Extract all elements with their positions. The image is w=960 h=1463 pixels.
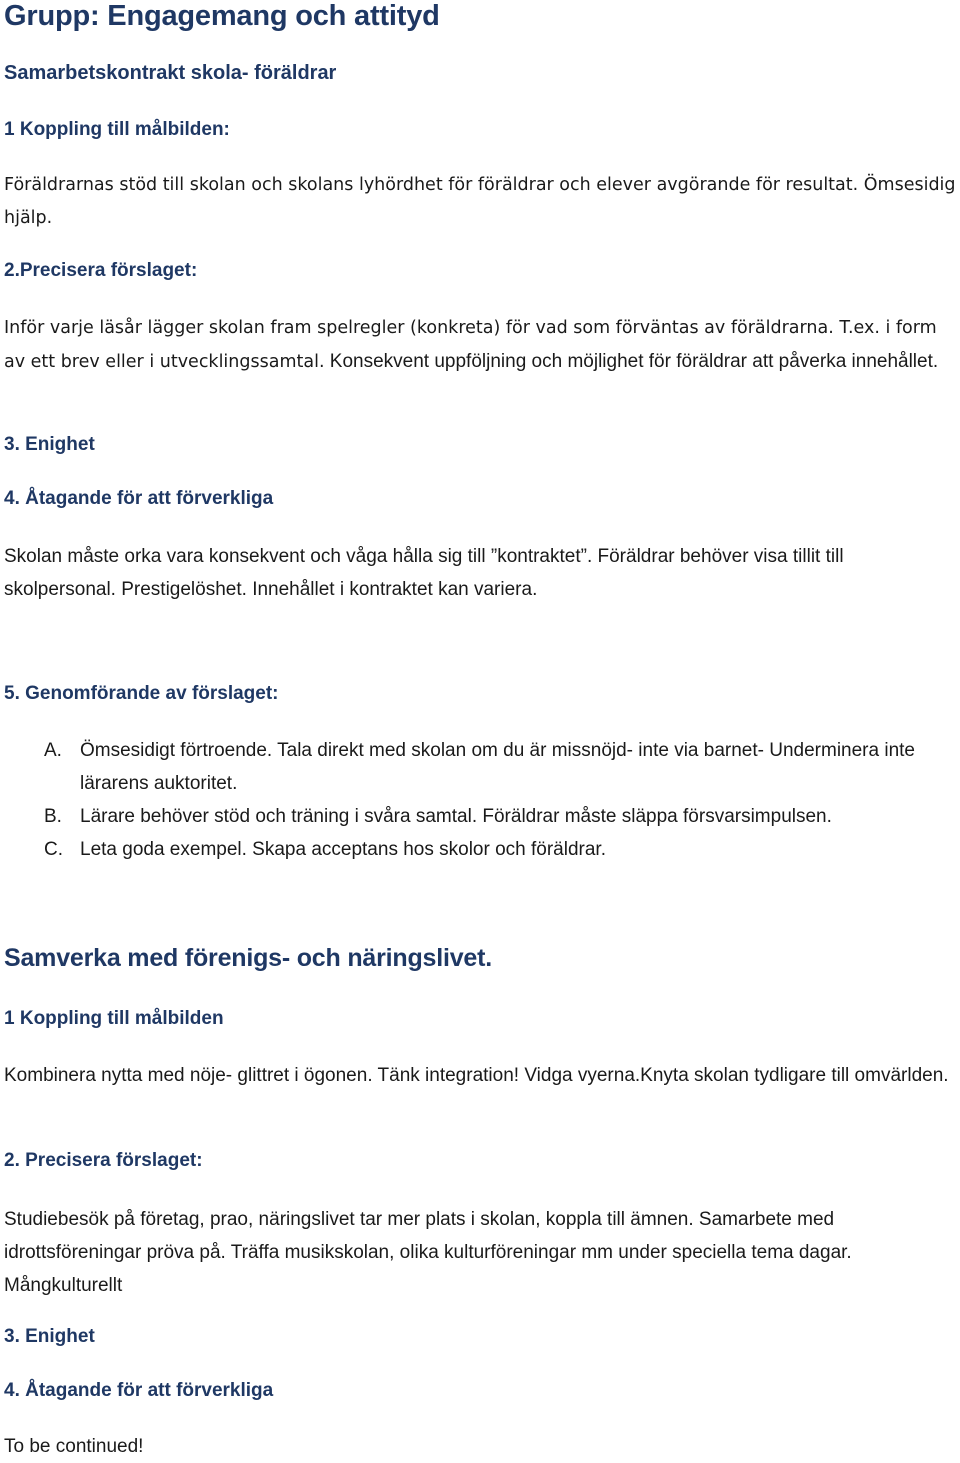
page-title: Grupp: Engagemang och attityd <box>4 0 440 32</box>
paragraph-atagande: Skolan måste orka vara konsekvent och våga hålla sig till ”kontraktet”. Föräldrar behöver visa tillit till skolpersonal. Prestigelöshet. Innehållet i kontraktet kan variera. <box>4 546 844 600</box>
list-item <box>44 734 924 800</box>
paragraph-precisera-2: Studiebesök på företag, prao, näringslivet tar mer plats i skolan, koppla till ämnen. Samarbete med idrottsföreningar pröva på. Träffa musikskolan, olika kulturföreningar mm under speciella tema dagar. Mångkulturellt <box>4 1209 852 1296</box>
implementation-list <box>44 734 924 866</box>
list-item-text: Ömsesidigt förtroende. Tala direkt med skolan om du är missnöjd- inte via barnet- Underminera inte lärarens auktoritet. <box>80 740 915 794</box>
heading-precisera-2: 2. Precisera förslaget: <box>4 1150 203 1171</box>
paragraph-koppling-2: Kombinera nytta med nöje- glittret i ögonen. Tänk integration! Vidga vyerna.Knyta skolan tydligare till omvärlden. <box>4 1065 949 1086</box>
list-marker: C. <box>44 839 63 860</box>
paragraph-koppling: Föräldrarnas stöd till skolan och skolans lyhördhet för föräldrar och elever avgörande för resultat. Ömsesidig hjälp. <box>4 175 956 228</box>
heading-enighet-2: 3. Enighet <box>4 1326 95 1347</box>
heading-precisera: 2.Precisera förslaget: <box>4 260 198 281</box>
list-item-text: Leta goda exempel. Skapa acceptans hos skolor och föräldrar. <box>80 839 606 860</box>
list-marker: A. <box>44 740 62 761</box>
heading-koppling-2: 1 Koppling till målbilden <box>4 1008 224 1029</box>
paragraph-precisera <box>4 311 956 379</box>
paragraph-continued: To be continued! <box>4 1436 144 1457</box>
heading-koppling: 1 Koppling till målbilden: <box>4 119 230 140</box>
paragraph-precisera-part-b: Konsekvent uppföljning och möjlighet för föräldrar att påverka innehållet. <box>324 351 939 372</box>
heading-genomforande: 5. Genomförande av förslaget: <box>4 683 279 704</box>
section-subtitle: Samarbetskontrakt skola- föräldrar <box>4 62 337 84</box>
list-item <box>44 800 924 833</box>
heading-enighet: 3. Enighet <box>4 434 95 455</box>
section-title-samverka: Samverka med förenigs- och näringslivet. <box>4 944 492 972</box>
heading-atagande: 4. Åtagande för att förverkliga <box>4 488 274 509</box>
list-item <box>44 833 924 866</box>
list-item-text: Lärare behöver stöd och träning i svåra samtal. Föräldrar måste släppa försvarsimpulsen. <box>80 806 832 827</box>
heading-atagande-2: 4. Åtagande för att förverkliga <box>4 1380 274 1401</box>
list-marker: B. <box>44 806 62 827</box>
paragraph-precisera-part-a: Inför varje läsår lägger skolan fram spelregler (konkreta) för vad som förväntas av föräldrarna. T.ex. i form av ett brev eller i utvecklingssamtal. <box>4 318 937 372</box>
